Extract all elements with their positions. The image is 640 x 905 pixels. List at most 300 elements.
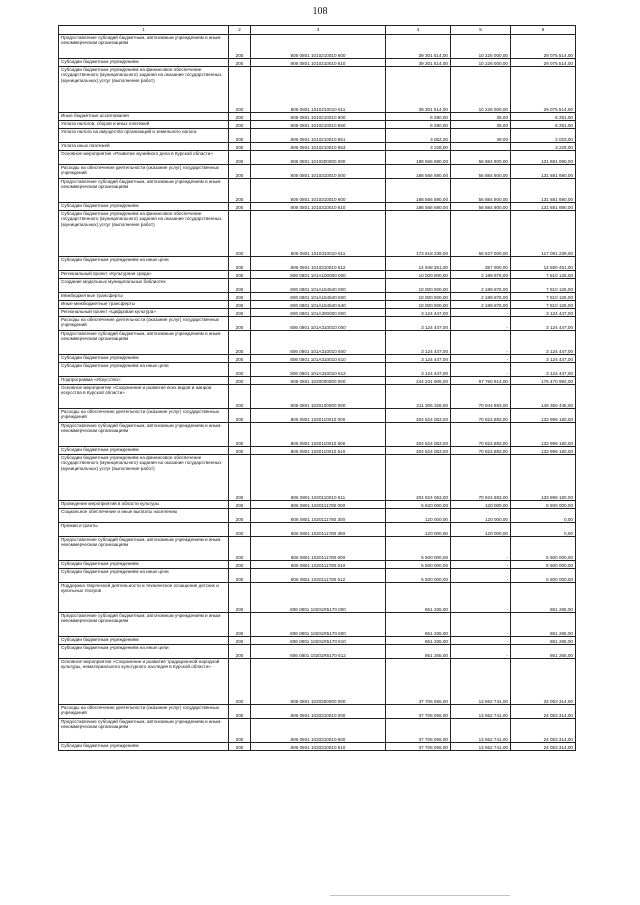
row-amount-cell: 14 948 351,00 [386,257,451,271]
row-amount-cell: 3 124 447,00 [511,363,576,377]
row-amount-cell: - [451,583,511,613]
row-name-cell: Расходы на обеспечение деятельности (оказание услуг) государственных учреждений [59,705,229,719]
row-amount-cell: 56 884 900,00 [451,179,511,203]
row-amount-cell: 24 053 314,00 [511,659,576,705]
row-amount-cell: 0,00 [511,509,576,523]
row-amount-cell: 56 884 900,00 [451,165,511,179]
row-amount-cell: 861 265,00 [511,645,576,659]
column-header: 1 [59,26,229,35]
table-row [59,129,576,143]
row-amount-cell: 29 075 514,00 [511,67,576,113]
row-amount-cell: 2 189 875,00 [451,293,511,301]
row-code-cell: 806 0801 1020000000 000 [251,377,386,385]
row-column2-cell: 200 [229,659,251,705]
row-amount-cell: 56 527 000,00 [451,211,511,257]
row-amount-cell: 67 760 914,00 [451,377,511,385]
row-column2-cell: 200 [229,409,251,423]
row-code-cell: 806 0801 101A154540 500 [251,293,386,301]
row-name-cell: Проведение мероприятий в области культуры [59,501,229,509]
column-header: 4 [386,26,451,35]
row-amount-cell: 70 944 883,00 [451,385,511,409]
row-name-cell: Субсидии бюджетным учреждениям на финансовое обеспечение государственного (муниципального) задания на оказание государственных (муниципальных) услуг (выполнение работ) [59,455,229,501]
row-amount-cell: - [451,363,511,377]
row-column2-cell: 200 [229,67,251,113]
row-amount-cell: 3 124 447,00 [511,317,576,331]
row-amount-cell: 6 290,00 [386,113,451,121]
row-amount-cell: 29 075 514,00 [511,59,576,67]
row-amount-cell: 204 824 063,00 [386,409,451,423]
row-amount-cell: 133 999 180,00 [511,409,576,423]
row-amount-cell: 39 301 514,00 [386,67,451,113]
row-amount-cell: 39,00 [451,113,511,121]
row-amount-cell: 39 301 514,00 [386,59,451,67]
row-amount-cell: 39,00 [451,129,511,143]
row-amount-cell: 3 124 447,00 [386,363,451,377]
table-row [59,409,576,423]
table-row [59,279,576,293]
table-row [59,645,576,659]
row-name-cell: Субсидии бюджетным учреждениям на иные цели [59,645,229,659]
row-column2-cell: 200 [229,523,251,537]
row-amount-cell: 861 265,00 [386,613,451,637]
row-code-cell: 806 0801 101A310010 610 [251,355,386,363]
row-column2-cell: 200 [229,613,251,637]
row-name-cell: Межбюджетные трансферты [59,293,229,301]
table-row [59,317,576,331]
row-name-cell: Предоставление субсидий бюджетным, автономным учреждениям и иным некоммерческим организациям [59,35,229,59]
row-amount-cell: 861 265,00 [386,645,451,659]
row-amount-cell: 204 824 063,00 [386,447,451,455]
row-column2-cell: 200 [229,705,251,719]
table-row [59,719,576,743]
table-row [59,179,576,203]
table-row [59,293,576,301]
row-column2-cell: 200 [229,203,251,211]
row-amount-cell: 14 590 451,00 [511,257,576,271]
row-amount-cell: 204 824 063,00 [386,423,451,447]
row-column2-cell: 200 [229,719,251,743]
row-name-cell: Расходы на обеспечение деятельности (оказание услуг) государственных учреждений [59,409,229,423]
row-amount-cell: 3 124 447,00 [511,309,576,317]
row-amount-cell: 37 706 055,00 [386,705,451,719]
row-name-cell: Основное мероприятие «Развитие музейного дела в Курской области» [59,151,229,165]
row-amount-cell: 5 500 000,00 [511,537,576,561]
row-amount-cell: 5 500 000,00 [511,561,576,569]
row-code-cell: 806 0801 101A300000 000 [251,309,386,317]
row-name-cell: Предоставление субсидий бюджетным, автономным учреждениям и иным некоммерческим организациям [59,613,229,637]
row-amount-cell: 29 075 514,00 [511,35,576,59]
row-amount-cell: 133 999 180,00 [511,455,576,501]
row-amount-cell: - [451,569,511,583]
column-header: 3 [251,26,386,35]
table-row [59,659,576,705]
row-code-cell: 806 0801 1010310010 000 [251,165,386,179]
row-amount-cell: 6 290,00 [386,121,451,129]
row-code-cell: 806 0801 1010210010 853 [251,143,386,151]
row-amount-cell: 3 124 447,00 [386,317,451,331]
row-amount-cell: 188 566 590,00 [386,179,451,203]
row-amount-cell: 56 884 900,00 [451,203,511,211]
table-row [59,523,576,537]
table-row [59,613,576,637]
row-amount-cell: 188 566 590,00 [386,165,451,179]
row-name-cell: Предоставление субсидий бюджетным, автономным учреждениям и иным некоммерческим организациям [59,179,229,203]
row-column2-cell: 200 [229,301,251,309]
row-amount-cell: - [451,355,511,363]
row-name-cell: Расходы на обеспечение деятельности (оказание услуг) государственных учреждений [59,165,229,179]
row-name-cell: Уплата налогов, сборов и иных платежей [59,121,229,129]
row-name-cell: Иные межбюджетные трансферты [59,301,229,309]
row-amount-cell: 133 999 180,00 [511,447,576,455]
row-amount-cell: 3 124 447,00 [386,309,451,317]
row-amount-cell: 24 053 314,00 [511,719,576,743]
row-code-cell: 806 0801 10201R5170 612 [251,645,386,659]
row-code-cell: 806 0801 1020111780 610 [251,561,386,569]
row-code-cell: 806 0801 1010210010 610 [251,59,386,67]
table-row [59,637,576,645]
row-code-cell: 806 0801 1010210010 800 [251,113,386,121]
table-row [59,355,576,363]
row-code-cell: 806 0801 1020110010 000 [251,409,386,423]
row-name-cell: Субсидии бюджетным учреждениям [59,743,229,751]
row-name-cell: Предоставление субсидий бюджетным, автономным учреждениям и иным некоммерческим организациям [59,537,229,561]
row-name-cell: Поддержка творческой деятельности и техническое оснащение детских и кукольных театров [59,583,229,613]
row-amount-cell: 10 000 000,00 [386,293,451,301]
row-amount-cell: 10 226 000,00 [451,59,511,67]
row-amount-cell: 5 500 000,00 [386,569,451,583]
row-column2-cell: 200 [229,151,251,165]
row-amount-cell: - [451,645,511,659]
row-column2-cell: 200 [229,59,251,67]
row-amount-cell: - [451,613,511,637]
row-amount-cell: 133 999 180,00 [511,423,576,447]
row-column2-cell: 200 [229,569,251,583]
row-code-cell: 806 0801 1020111780 600 [251,537,386,561]
row-amount-cell: 861 265,00 [511,637,576,645]
row-name-cell: Уплата налога на имущество организаций и земельного налога [59,129,229,143]
row-code-cell: 806 0801 1020111780 612 [251,569,386,583]
row-name-cell: Социальное обеспечение и иные выплаты населению [59,509,229,523]
table-row [59,271,576,279]
row-amount-cell: 3 124 447,00 [511,331,576,355]
row-name-cell: Подпрограмма «Искусство» [59,377,229,385]
row-column2-cell: 200 [229,211,251,257]
scan-artifact-line [330,895,510,896]
row-name-cell: Субсидии бюджетным учреждениям [59,355,229,363]
row-amount-cell: 211 305 328,00 [386,385,451,409]
row-code-cell: 806 0801 1020111780 350 [251,523,386,537]
row-column2-cell: 200 [229,447,251,455]
row-code-cell: 806 0801 10201R5170 000 [251,583,386,613]
table-row [59,743,576,751]
row-amount-cell: 131 681 690,00 [511,151,576,165]
row-code-cell: 806 0801 1010210010 851 [251,129,386,143]
row-amount-cell [451,143,511,151]
row-amount-cell: 10 000 000,00 [386,301,451,309]
row-name-cell: Премии и гранты [59,523,229,537]
table-row [59,59,576,67]
row-amount-cell: 70 824 883,00 [451,409,511,423]
table-row [59,363,576,377]
row-amount-cell: 3 062,00 [386,129,451,143]
row-name-cell: Субсидии бюджетным учреждениям на финансовое обеспечение государственного (муниципального) задания на оказание государственных (муниципальных) услуг (выполнение работ) [59,67,229,113]
row-amount-cell: 3 023,00 [511,129,576,143]
table-row [59,569,576,583]
row-amount-cell: 173 618 239,00 [386,211,451,257]
row-name-cell: Субсидии бюджетным учреждениям на иные цели [59,363,229,377]
row-amount-cell: 37 706 055,00 [386,659,451,705]
row-code-cell: 806 0801 1010210010 600 [251,35,386,59]
row-code-cell: 806 0801 1010310010 611 [251,211,386,257]
row-amount-cell: 2 189 875,00 [451,279,511,293]
row-amount-cell: 7 810 125,00 [511,279,576,293]
table-row [59,203,576,211]
row-name-cell: Создание модельных муниципальных библиотек [59,279,229,293]
row-code-cell: 806 0801 1020310010 610 [251,743,386,751]
row-amount-cell: 861 265,00 [386,583,451,613]
row-amount-cell: 10 226 000,00 [451,67,511,113]
row-amount-cell: 7 810 125,00 [511,301,576,309]
row-code-cell: 806 0801 1020110010 611 [251,455,386,501]
row-column2-cell: 200 [229,165,251,179]
row-column2-cell: 200 [229,257,251,271]
row-amount-cell: 188 566 590,00 [386,203,451,211]
row-amount-cell: - [451,331,511,355]
row-amount-cell: - [451,317,511,331]
row-column2-cell: 200 [229,743,251,751]
row-amount-cell: - [451,309,511,317]
row-amount-cell: 357 900,00 [451,257,511,271]
table-row [59,257,576,271]
table-row [59,501,576,509]
table-row [59,113,576,121]
row-amount-cell: 188 566 590,00 [386,151,451,165]
row-name-cell: Иные бюджетные ассигнования [59,113,229,121]
row-amount-cell: 5 620 000,00 [386,501,451,509]
column-header: 5 [451,26,511,35]
row-amount-cell: 24 053 314,00 [511,743,576,751]
row-column2-cell: 200 [229,455,251,501]
row-amount-cell: 131 681 690,00 [511,203,576,211]
row-name-cell: Субсидии бюджетным учреждениям на финансовое обеспечение государственного (муниципального) задания на оказание государственных (муниципальных) услуг (выполнение работ) [59,211,229,257]
row-amount-cell: 176 470 992,00 [511,377,576,385]
row-name-cell: Региональный проект «Культурная среда» [59,271,229,279]
row-name-cell: Субсидии бюджетным учреждениям на иные цели [59,257,229,271]
row-amount-cell: 3 124 447,00 [386,355,451,363]
row-amount-cell: 39 301 514,00 [386,35,451,59]
table-row [59,151,576,165]
row-name-cell: Уплата иных платежей [59,143,229,151]
row-name-cell: Расходы на обеспечение деятельности (оказание услуг) государственных учреждений [59,317,229,331]
row-amount-cell: 10 226 000,00 [451,35,511,59]
column-header: 6 [511,26,576,35]
row-code-cell: 806 0801 101A100000 000 [251,271,386,279]
table-row [59,509,576,523]
row-name-cell: Основное мероприятие «Сохранение и развитие традиционной народной культуры, нематериального культурного наследия в Курской области» [59,659,229,705]
row-amount-cell: 70 824 883,00 [451,455,511,501]
row-amount-cell: 6 251,00 [511,121,576,129]
header-row [59,26,576,35]
row-code-cell: 806 0801 1010310010 610 [251,203,386,211]
table-row [59,121,576,129]
row-amount-cell: 13 652 741,00 [451,719,511,743]
row-amount-cell: 3 124 447,00 [511,355,576,363]
row-amount-cell: 117 091 239,00 [511,211,576,257]
row-amount-cell: 204 824 063,00 [386,455,451,501]
table-row [59,35,576,59]
row-amount-cell: 120 000,00 [451,501,511,509]
table-row [59,385,576,409]
row-code-cell: 806 0801 1020100000 000 [251,385,386,409]
row-amount-cell: 120 000,00 [451,509,511,523]
row-column2-cell: 200 [229,35,251,59]
row-code-cell: 806 0801 1020300000 000 [251,659,386,705]
table-row [59,561,576,569]
row-amount-cell: 5 500 000,00 [386,561,451,569]
table-row [59,583,576,613]
row-amount-cell: 37 706 055,00 [386,719,451,743]
row-column2-cell: 200 [229,377,251,385]
row-column2-cell: 200 [229,561,251,569]
row-column2-cell: 200 [229,309,251,317]
row-column2-cell: 200 [229,317,251,331]
row-amount-cell: 39,00 [451,121,511,129]
table-row [59,309,576,317]
row-code-cell: 806 0801 101A154540 000 [251,279,386,293]
table-row [59,447,576,455]
row-amount-cell: 2 189 875,00 [451,301,511,309]
row-column2-cell: 200 [229,423,251,447]
budget-table [58,25,576,751]
row-amount-cell: 70 824 883,00 [451,447,511,455]
row-amount-cell: 5 500 000,00 [386,537,451,561]
row-amount-cell: 140 360 445,00 [511,385,576,409]
row-column2-cell: 200 [229,583,251,613]
row-amount-cell: 7 810 125,00 [511,293,576,301]
row-column2-cell: 200 [229,363,251,377]
row-amount-cell: 861 265,00 [386,637,451,645]
row-amount-cell: 2 189 875,00 [451,271,511,279]
table-row [59,301,576,309]
row-column2-cell: 200 [229,509,251,523]
table-row [59,537,576,561]
row-amount-cell: - [451,561,511,569]
row-amount-cell: 131 681 690,00 [511,179,576,203]
row-column2-cell: 200 [229,113,251,121]
table-row [59,331,576,355]
row-column2-cell: 200 [229,121,251,129]
row-name-cell: Субсидии бюджетным учреждениям [59,447,229,455]
row-code-cell: 806 0801 10201R5170 610 [251,637,386,645]
row-amount-cell: 70 824 883,00 [451,423,511,447]
table-row [59,423,576,447]
row-amount-cell: 120 000,00 [451,523,511,537]
row-column2-cell: 200 [229,385,251,409]
table-row [59,455,576,501]
row-amount-cell: 37 706 055,00 [386,743,451,751]
row-code-cell: 806 0801 1020110010 610 [251,447,386,455]
row-amount-cell: 5 500 000,00 [511,569,576,583]
row-code-cell: 806 0801 101A310010 612 [251,363,386,377]
row-column2-cell: 200 [229,331,251,355]
row-amount-cell: 7 810 125,00 [511,271,576,279]
page-number: 108 [312,6,328,17]
row-name-cell: Субсидии бюджетным учреждениям [59,203,229,211]
row-column2-cell: 200 [229,645,251,659]
row-name-cell: Предоставление субсидий бюджетным, автономным учреждениям и иным некоммерческим организациям [59,719,229,743]
row-code-cell: 806 0801 1010300000 000 [251,151,386,165]
row-amount-cell: 244 231 906,00 [386,377,451,385]
row-amount-cell: 6 251,00 [511,113,576,121]
row-amount-cell: 56 884 900,00 [451,151,511,165]
row-amount-cell: 861 265,00 [511,613,576,637]
row-amount-cell: 3 228,00 [386,143,451,151]
row-name-cell: Предоставление субсидий бюджетным, автономным учреждениям и иным некоммерческим организациям [59,423,229,447]
table-row [59,211,576,257]
row-code-cell: 806 0801 101A310010 600 [251,331,386,355]
row-column2-cell: 200 [229,537,251,561]
row-amount-cell: 13 652 741,00 [451,743,511,751]
row-column2-cell: 200 [229,143,251,151]
row-column2-cell: 200 [229,179,251,203]
row-code-cell: 806 0801 1020111780 300 [251,509,386,523]
row-amount-cell: 861 265,00 [511,583,576,613]
row-column2-cell: 200 [229,293,251,301]
table-row [59,67,576,113]
row-name-cell: Основное мероприятие «Сохранение и развитие всех видов и жанров искусства в Курской области» [59,385,229,409]
row-column2-cell: 200 [229,355,251,363]
row-amount-cell: 120 000,00 [386,523,451,537]
row-amount-cell: 3 228,00 [511,143,576,151]
row-code-cell: 806 0801 1010310010 612 [251,257,386,271]
column-header: 2 [229,26,251,35]
row-column2-cell: 200 [229,501,251,509]
row-column2-cell: 200 [229,129,251,143]
row-name-cell: Субсидии бюджетным учреждениям [59,561,229,569]
row-code-cell: 806 0801 1020310010 600 [251,719,386,743]
row-amount-cell: 5 500 000,00 [511,501,576,509]
row-column2-cell: 200 [229,271,251,279]
row-amount-cell: 13 652 741,00 [451,659,511,705]
row-column2-cell: 200 [229,637,251,645]
table-row [59,165,576,179]
row-name-cell: Предоставление субсидий бюджетным, автономным учреждениям и иным некоммерческим организациям [59,331,229,355]
row-amount-cell: - [451,637,511,645]
row-code-cell: 806 0801 1010210010 611 [251,67,386,113]
row-amount-cell: 13 652 741,00 [451,705,511,719]
table-row [59,705,576,719]
row-code-cell: 806 0801 1010210010 850 [251,121,386,129]
row-name-cell: Субсидии бюджетным учреждениям на иные цели [59,569,229,583]
table-row [59,143,576,151]
row-amount-cell: - [451,537,511,561]
row-code-cell: 806 0801 10201R5170 600 [251,613,386,637]
row-amount-cell: 131 681 690,00 [511,165,576,179]
row-code-cell: 806 0801 101A310010 000 [251,317,386,331]
row-name-cell: Региональный проект «Цифровая культура» [59,309,229,317]
row-amount-cell: 3 124 447,00 [386,331,451,355]
row-code-cell: 806 0801 1020111780 000 [251,501,386,509]
row-code-cell: 806 0801 1010310010 600 [251,179,386,203]
row-code-cell: 806 0801 1020310010 000 [251,705,386,719]
row-code-cell: 806 0801 1020110010 600 [251,423,386,447]
row-name-cell: Субсидии бюджетным учреждениям [59,59,229,67]
row-amount-cell: 10 000 000,00 [386,271,451,279]
row-amount-cell: 10 000 000,00 [386,279,451,293]
table-row [59,377,576,385]
row-amount-cell: 0,00 [511,523,576,537]
row-column2-cell: 200 [229,279,251,293]
